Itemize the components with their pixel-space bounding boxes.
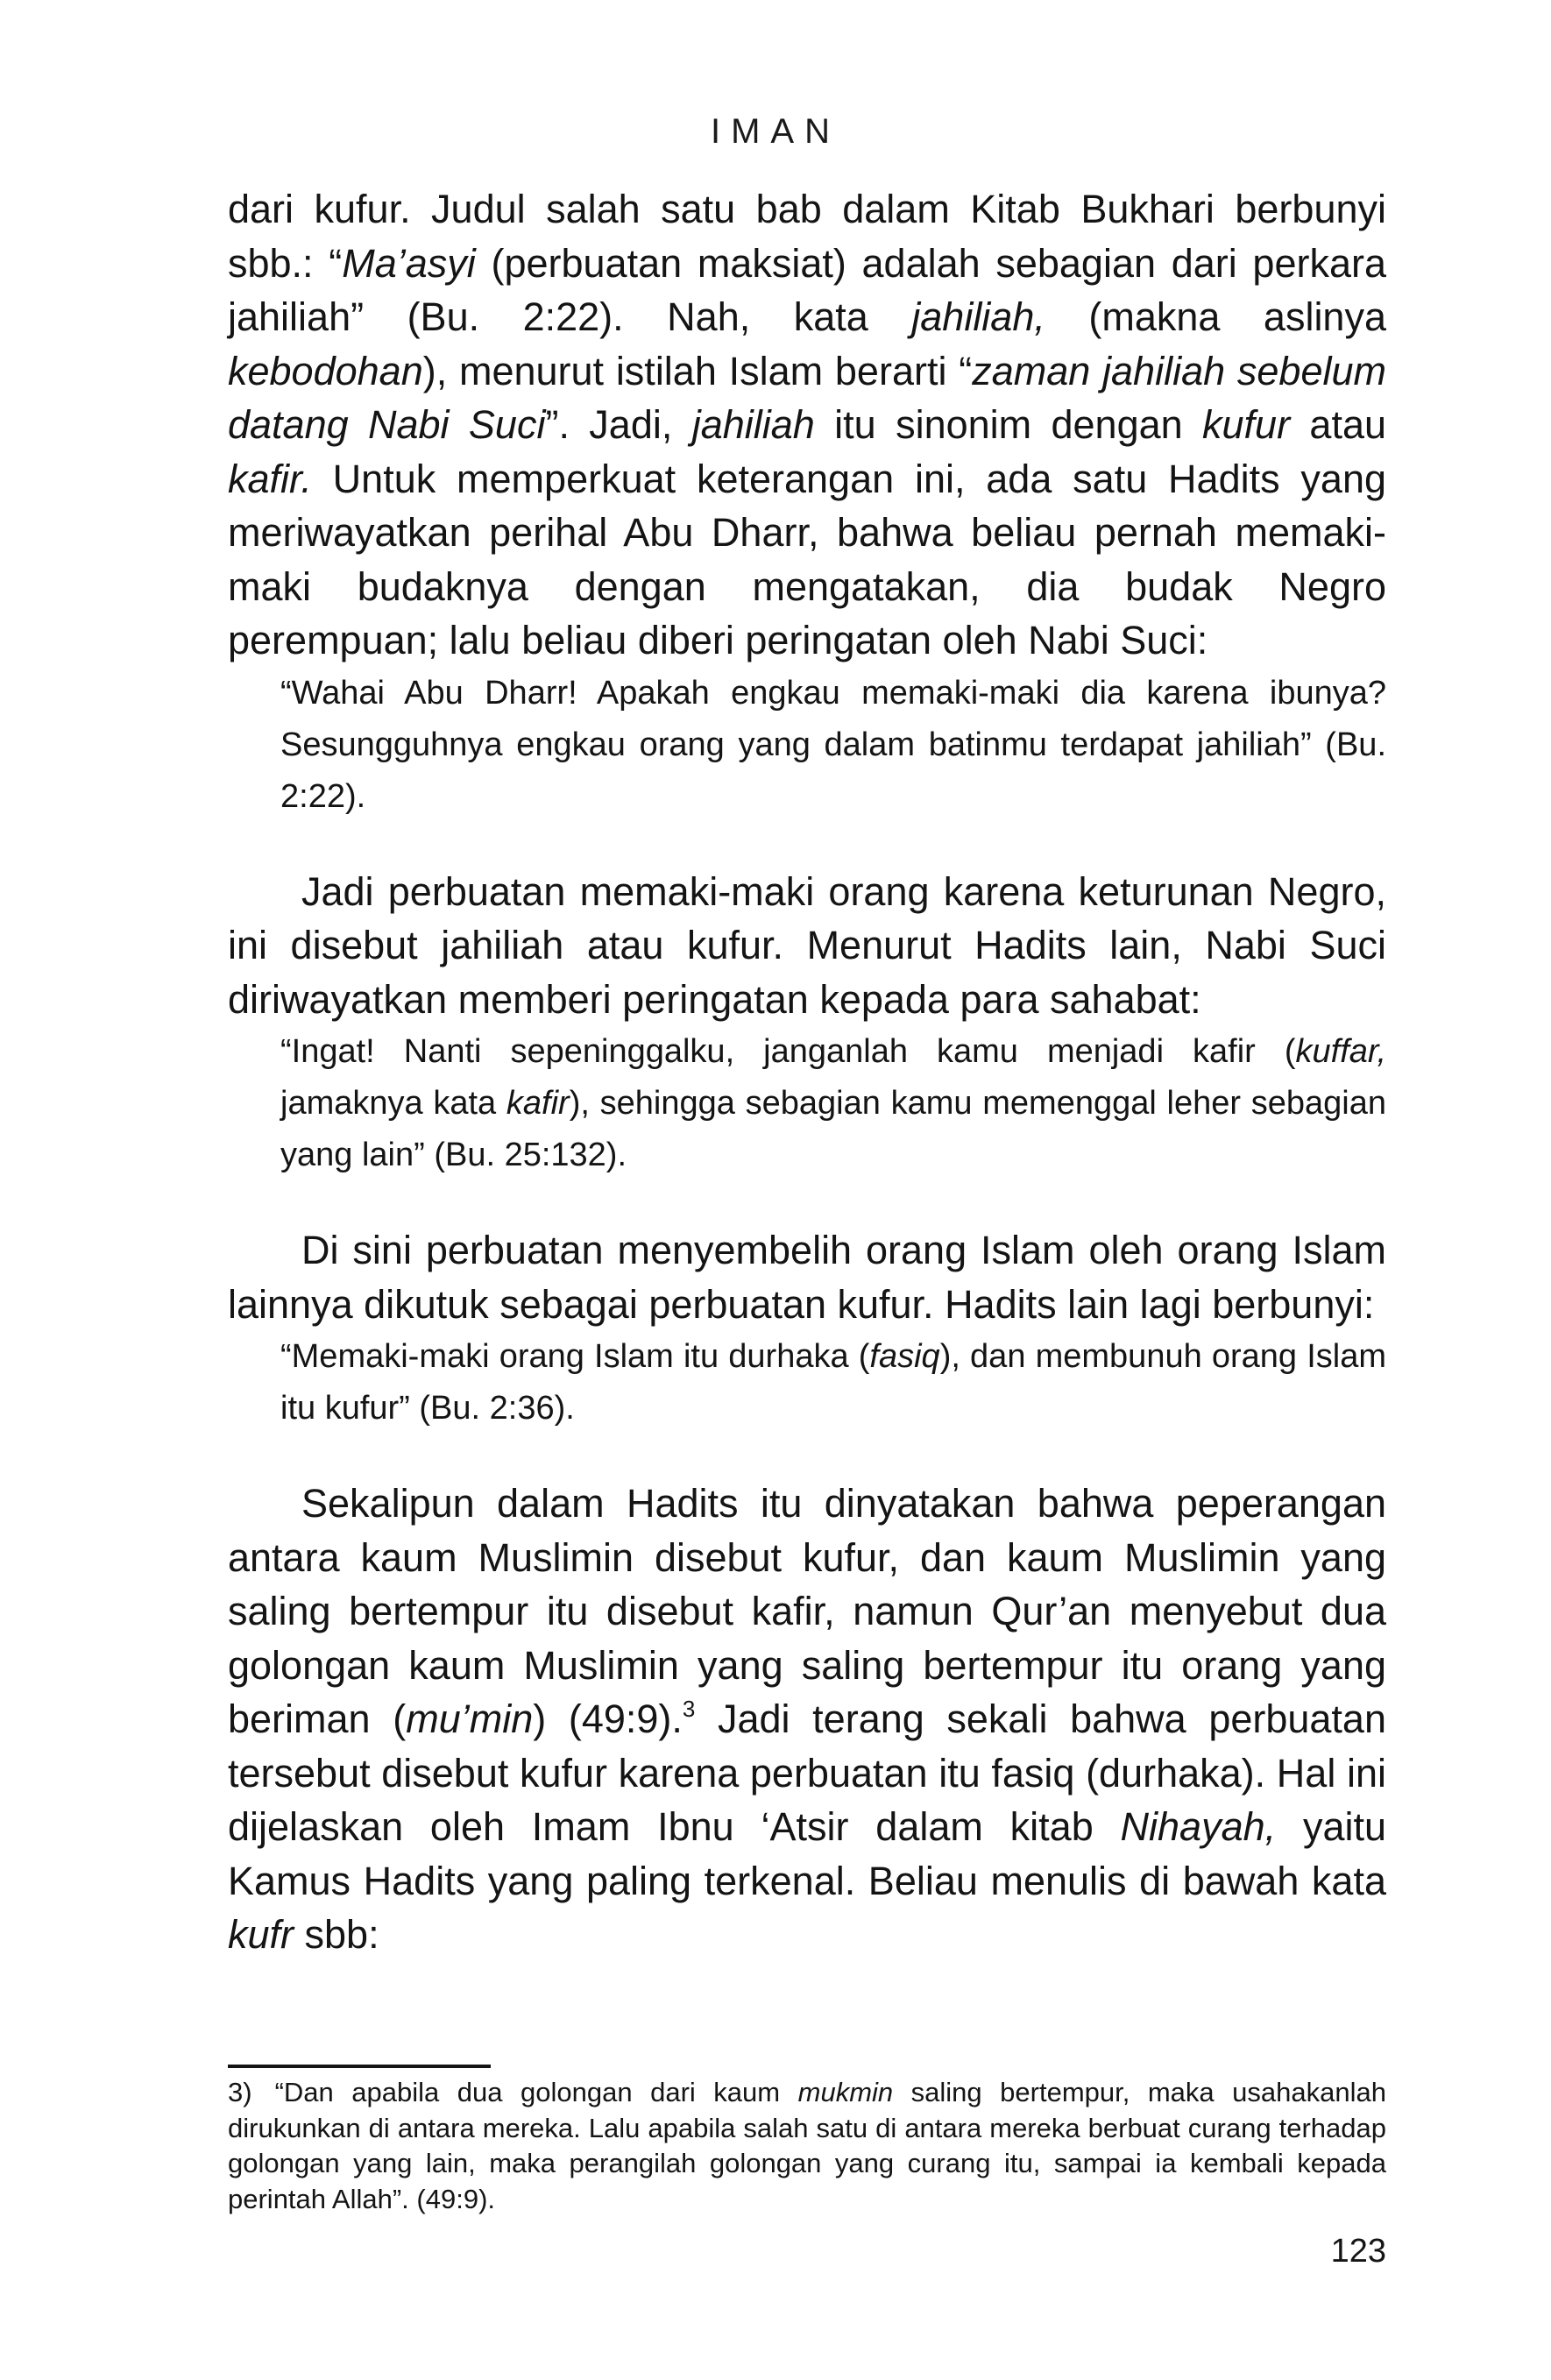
footnote-number: 3) xyxy=(228,2077,252,2107)
page-number: 123 xyxy=(1330,2233,1386,2270)
hadith-quote-1: “Wahai Abu Dharr! Apakah engkau memaki-maki dia karena ibunya? Sesungguhnya engkau orang yang dalam batinmu terdapat jahiliah” (Bu. 2:22). xyxy=(280,674,1386,815)
paragraph-3: Di sini perbuatan menyembelih orang Islam oleh orang Islam lainnya dikutuk sebagai perbuatan kufur. Hadits lain lagi berbunyi: xyxy=(228,1228,1386,1327)
paragraph-4: Sekalipun dalam Hadits itu dinyatakan bahwa peperangan antara kaum Muslimin disebut kufur, dan kaum Muslimin yang saling bertempur itu disebut kafir, namun Qur’an menyebut dua golongan kaum Muslimin yang saling bertempur itu orang yang beriman (mu’min) (49:9).$^3$ Jadi terang sekali bahwa perbuatan tersebut disebut kufur karena perbuatan itu fasiq (durhaka). Hal ini dijelaskan oleh Imam Ibnu ‘Atsir dalam kitab Nihayah, yaitu Kamus Hadits yang paling terkenal. Beliau menulis di bawah kata kufr sbb: xyxy=(228,1481,1386,1957)
main-text xyxy=(228,182,1386,1962)
running-header: IMAN xyxy=(711,112,840,151)
paragraph-1: dari kufur. Judul salah satu bab dalam Kitab Bukhari berbunyi sbb.: “Ma’asyi (perbuatan maksiat) adalah sebagian dari perkara jahiliah” (Bu. 2:22). Nah, kata jahiliah, (makna aslinya kebodohan), menurut istilah Islam berarti “zaman jahiliah sebelum datang Nabi Suci”. Jadi, jahiliah itu sinonim dengan kufur atau kafir. Untuk memperkuat keterangan ini, ada satu Hadits yang meriwayatkan perihal Abu Dharr, bahwa beliau pernah memaki-maki budaknya dengan mengatakan, dia budak Negro perempuan; lalu beliau diberi peringatan oleh Nabi Suci: xyxy=(228,187,1387,662)
footnote: 3) “Dan apabila dua golongan dari kaum mukmin saling bertempur, maka usahakanlah dirukunkan di antara mereka. Lalu apabila salah satu di antara mereka berbuat curang terhadap golongan yang lain, maka perangilah golongan yang curang itu, sampai ia kembali kepada perintah Allah”. (49:9). xyxy=(228,2077,1386,2214)
footnote-reference: 3 xyxy=(682,1696,696,1722)
footnote-divider xyxy=(228,2065,491,2068)
hadith-quote-2: “Ingat! Nanti sepeninggalku, janganlah kamu menjadi kafir (kuffar, jamaknya kata kafir), sehingga sebagian kamu memenggal leher sebagian yang lain” (Bu. 25:132). xyxy=(280,1033,1386,1173)
paragraph-2: Jadi perbuatan memaki-maki orang karena keturunan Negro, ini disebut jahiliah atau kufur. Menurut Hadits lain, Nabi Suci diriwayatkan memberi peringatan kepada para sahabat: xyxy=(228,868,1386,1022)
hadith-quote-3: “Memaki-maki orang Islam itu durhaka (fasiq), dan membunuh orang Islam itu kufur” (Bu. 2:36). xyxy=(280,1338,1386,1427)
